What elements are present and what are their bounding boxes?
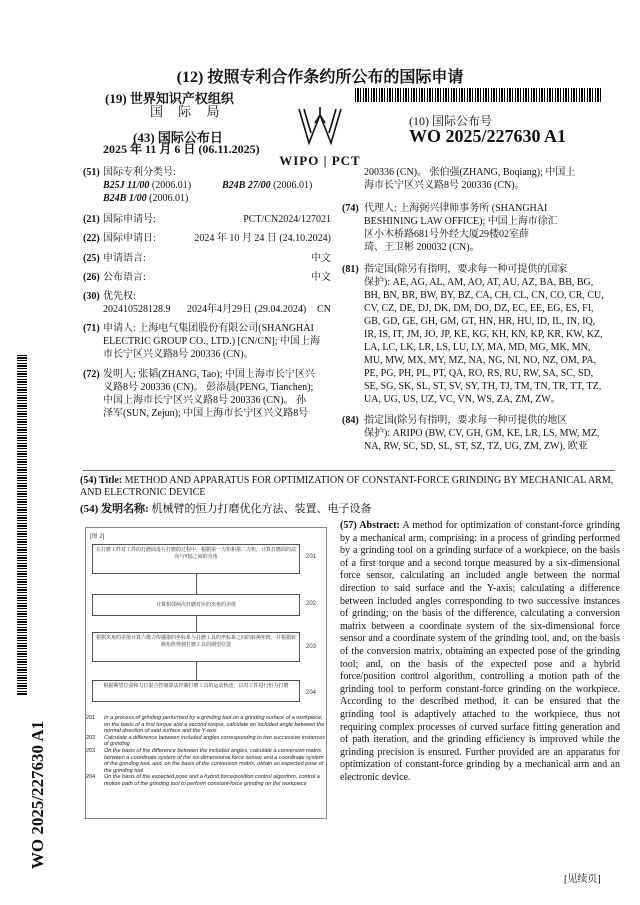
- ipc-2-date: (2006.01): [270, 180, 313, 191]
- states-81-line2: 保护): AE, AG, AL, AM, AO, AT, AU, AZ, BA, BB, BG,: [364, 277, 594, 288]
- field-22-num: (22): [83, 233, 100, 244]
- abstract: [340, 520, 620, 784]
- flow-arrow-1: [196, 574, 197, 594]
- legend-203-text: On the basis of the difference between the included angles, calculate a conversion matrix between a coordinate system of the six-dimensional force sensor and a coordinate system of the grinding tool, and, on the basis of the conversion matrix, obtain an expected pose of the grinding tool: [104, 747, 324, 774]
- wipo-logo-text: WIPO | PCT: [279, 153, 361, 168]
- abstract-text: A method for optimization of constant-force grinding by a mechanical arm, comprising: in a process of grinding performed by a grinding tool on a grinding surface of a workpiece, on the basis of a first torque and a second torque measured by a six-dimensional force sensor, calculating an included angle between the normal direction to said surface and the Y-axis; calculating a difference between included angles corresponding to two successive instances of grinding; on the basis of the difference, calculating a conversion matrix between a coordinate system of the six-dimensional force sensor and a coordinate system of the grinding tool, and, on the basis of the conversion matrix, obtaining an expected pose of the grinding tool; and, on the basis of the expected pose and a hybrid force/position control algorithm, controlling a motion path of the grinding tool to perform constant-force grinding on the workpiece. According to the described method, it can be ensured that the grinding tool is adaptively attached to the workpiece, thus not requiring complex processes of curved surface fitting generation and of path iteration, and the grinding efficiency is improved while the grinding precision is ensured. Further provided are an apparatus for optimization of constant-force grinding by a mechanical arm and an electronic device.: [340, 520, 620, 783]
- inventor-cont-line2: 海市长宁区兴义路8号 200336 (CN)。: [364, 180, 525, 191]
- continued-marker: [见续页]: [564, 874, 601, 885]
- ipc-1-date: (2006.01): [149, 180, 192, 191]
- states-81-line5: GB, GD, GE, GH, GM, GT, HN, HR, HU, ID, IL, IN, IQ,: [364, 316, 596, 327]
- agent-line2: BESHINING LAW OFFICE); 中国上海市徐汇: [364, 216, 558, 227]
- states-84-line2: 保护): ARIPO (BW, CV, GH, GM, KE, LR, LS, MW, MZ,: [364, 428, 600, 439]
- flow-step-202-num: 202: [306, 601, 317, 607]
- states-81-line11: UA, UG, US, UZ, VC, VN, WS, ZA, ZM, ZW。: [364, 394, 561, 405]
- field-26-num: (26): [83, 272, 100, 283]
- title-en-text: METHOD AND APPARATUS FOR OPTIMIZATION OF CONSTANT-FORCE GRINDING BY MECHANICAL ARM, AND ELECTRONIC DEVICE: [80, 475, 614, 498]
- states-81-line4: CV, CZ, DE, DJ, DK, DM, DO, DZ, EC, EE, EG, ES, FI,: [364, 303, 594, 314]
- legend-202-text: Calculate a difference between included angles corresponding to two successive instances of grinding: [104, 734, 326, 748]
- flow-step-204: 根据期望位姿和力位混合控制算法控制打磨工具的运动轨迹，以对工件进行恒力打磨: [92, 680, 300, 702]
- ipc-1: B25J 11/00: [103, 180, 150, 191]
- flow-arrow-2: [196, 616, 197, 632]
- legend-202-num: 202: [86, 734, 96, 741]
- flow-step-203: 根据夹角的差值计算六维力传感器的坐标系与打磨工具的坐标系之间的转换矩阵，并根据转换矩阵得到打磨工具的期望位姿: [92, 632, 300, 662]
- ipc-3-date: (2006.01): [146, 193, 189, 204]
- field-21-num: (21): [83, 214, 100, 225]
- title-chinese: [80, 503, 620, 515]
- states-84-line1: 指定国(除另有指明，要求每一种可提供的地区: [364, 415, 568, 426]
- states-81-line9: PE, PG, PH, PL, PT, QA, RO, RS, RU, RW, SA, SC, SD,: [364, 368, 594, 379]
- legend-204: [86, 774, 326, 787]
- inventor-cont-line1: 200336 (CN)。 张伯强(ZHANG, Boqiang); 中国上: [364, 167, 576, 178]
- field-51-line1b: [222, 179, 312, 192]
- inventor-line2: 义路8号 200336 (CN)。 彭添晨(PENG, Tianchen);: [103, 382, 314, 393]
- flow-step-202: 计算相邻两次打磨对应的夹角的差值: [92, 594, 300, 616]
- field-25-num: (25): [83, 253, 100, 264]
- applicant-line2: ELECTRIC GROUP CO., LTD.) [CN/CN]; 中国上海: [103, 336, 321, 347]
- flow-step-203-num: 203: [306, 644, 317, 650]
- legend-201-text: In a process of grinding performed by a grinding tool on a grinding surface of a workpiece, on the basis of a first torque and a second torque, calculate an included angle between the normal direction of said surface and the Y-axis: [104, 715, 325, 735]
- vertical-pub-no: WO 2025/227630 A1: [28, 720, 47, 870]
- priority-number: 202410528128.9: [103, 304, 171, 315]
- field-71-num: (71): [83, 323, 100, 334]
- wipo-emblem-icon: [295, 103, 345, 147]
- agent-line1: 代理人: 上海弼兴律师事务所 (SHANGHAI: [364, 203, 548, 214]
- flow-step-204-num: 204: [306, 690, 317, 696]
- flow-arrow-3: [196, 662, 197, 680]
- legend-201-num: 201: [86, 715, 96, 721]
- states-81-line10: SE, SG, SK, SL, ST, SV, SY, TH, TJ, TM, TN, TR, TT, TZ,: [364, 381, 602, 392]
- inventor-line3: 中国上海市长宁区兴义路8号 200336 (CN)。 孙: [103, 395, 307, 406]
- pub-no-label: (10) 国际公布号: [409, 114, 492, 128]
- org-label: (19) 世界知识产权组织: [105, 91, 234, 106]
- field-22-label: 国际申请日:: [103, 233, 156, 244]
- states-84-line3: NA, RW, SC, SD, SL, ST, SZ, TZ, UG, ZM, ZW), 欧亚: [364, 441, 588, 452]
- application-number: PCT/CN2024/127021: [243, 214, 331, 225]
- legend-203-num: 203: [86, 747, 96, 754]
- org-bureau: 国 际 局: [150, 104, 226, 119]
- priority-country: CN: [317, 304, 331, 315]
- agent-line3: 区小木桥路681号外经大厦29楼02室薛: [364, 229, 529, 240]
- filing-language: 中文: [311, 253, 331, 264]
- title-zh-text: 机械臂的恒力打磨优化方法、装置、电子设备: [148, 503, 372, 515]
- field-30-num: (30): [83, 291, 100, 302]
- field-51-label: 国际专利分类号:: [103, 167, 176, 178]
- pub-date-label: (43) 国际公布日: [133, 130, 223, 145]
- ipc-2: B24B 27/00: [222, 180, 271, 191]
- publication-language: 中文: [311, 272, 331, 283]
- field-30-label: 优先权:: [103, 291, 136, 302]
- legend-204-text: On the basis of the expected pose and a hybrid force/position control algorithm, control a motion path of the grinding tool to perform constant-force grinding on the workpiece: [104, 774, 320, 787]
- right-column: [342, 166, 620, 466]
- field-26-label: 公布语言:: [103, 272, 146, 283]
- legend-204-num: 204: [86, 774, 96, 781]
- states-81-line3: BH, BN, BR, BW, BY, BZ, CA, CH, CL, CN, CO, CR, CU,: [364, 290, 604, 301]
- field-51-line2: [103, 192, 188, 205]
- ipc-3: B24B 1/00: [103, 193, 147, 204]
- flow-step-201: 在打磨工件对工件的打磨面进行打磨的过程中，根据第一力矩和第二力矩，计算打磨面的法向与Y轴之间的夹角: [92, 544, 300, 574]
- priority-date: 2024年4月29日 (29.04.2024): [187, 304, 307, 315]
- applicant-line3: 市长宁区兴义路8号 200336 (CN)。: [103, 349, 254, 360]
- field-72-num: (72): [83, 369, 100, 380]
- flowchart-figure: [85, 527, 327, 819]
- figure-tag: [图 2]: [90, 534, 105, 540]
- field-51-num: (51): [83, 167, 100, 178]
- filing-date: 2024 年 10 月 24 日 (24.10.2024): [194, 233, 331, 244]
- left-column: [83, 166, 331, 516]
- field-25-label: 申请语言:: [103, 253, 146, 264]
- legend-201: [86, 715, 326, 735]
- states-81-line7: LA, LC, LK, LR, LS, LU, LY, MA, MD, MG, MK, MN,: [364, 342, 591, 353]
- wipo-logo: [273, 103, 367, 169]
- barcode-horizontal: [355, 88, 603, 102]
- field-74-num: (74): [342, 203, 359, 214]
- applicant-line1: 申请人: 上海电气集团股份有限公司(SHANGHAI: [103, 323, 314, 334]
- legend-203: [86, 748, 326, 774]
- field-51-line1: [103, 179, 191, 192]
- legend-202: [86, 735, 326, 748]
- figure-legend: [86, 715, 326, 788]
- abstract-label: (57) Abstract:: [340, 520, 400, 531]
- inventor-line1: 发明人: 张韬(ZHANG, Tao); 中国上海市长宁区兴: [103, 369, 315, 380]
- title-zh-label: (54) 发明名称:: [80, 503, 149, 515]
- field-21-label: 国际申请号:: [103, 214, 156, 225]
- document-title: (12) 按照专利合作条约所公布的国际申请: [176, 69, 464, 86]
- inventor-line4: 泽军(SUN, Zejun); 中国上海市长宁区兴义路8号: [103, 408, 309, 419]
- pub-no: WO 2025/227630 A1: [409, 126, 567, 146]
- section-divider: [83, 470, 615, 471]
- title-en-label: (54) Title:: [80, 475, 123, 486]
- agent-line4: 琦、王卫彬 200032 (CN)。: [364, 242, 480, 253]
- states-81-line1: 指定国(除另有指明，要求每一种可提供的国家: [364, 264, 568, 275]
- title-english: [80, 475, 620, 499]
- pub-date: 2025 年 11 月 6 日 (06.11.2025): [103, 142, 260, 156]
- states-81-line6: IR, IS, IT, JM, JO, JP, KE, KG, KH, KN, KP, KR, KW, KZ,: [364, 329, 603, 340]
- states-81-line8: MU, MW, MX, MY, MZ, NA, NG, NI, NO, NZ, OM, PA,: [364, 355, 597, 366]
- field-84-num: (84): [342, 415, 359, 426]
- barcode-vertical: [17, 355, 27, 695]
- flow-step-201-num: 201: [306, 554, 317, 560]
- field-81-num: (81): [342, 264, 359, 275]
